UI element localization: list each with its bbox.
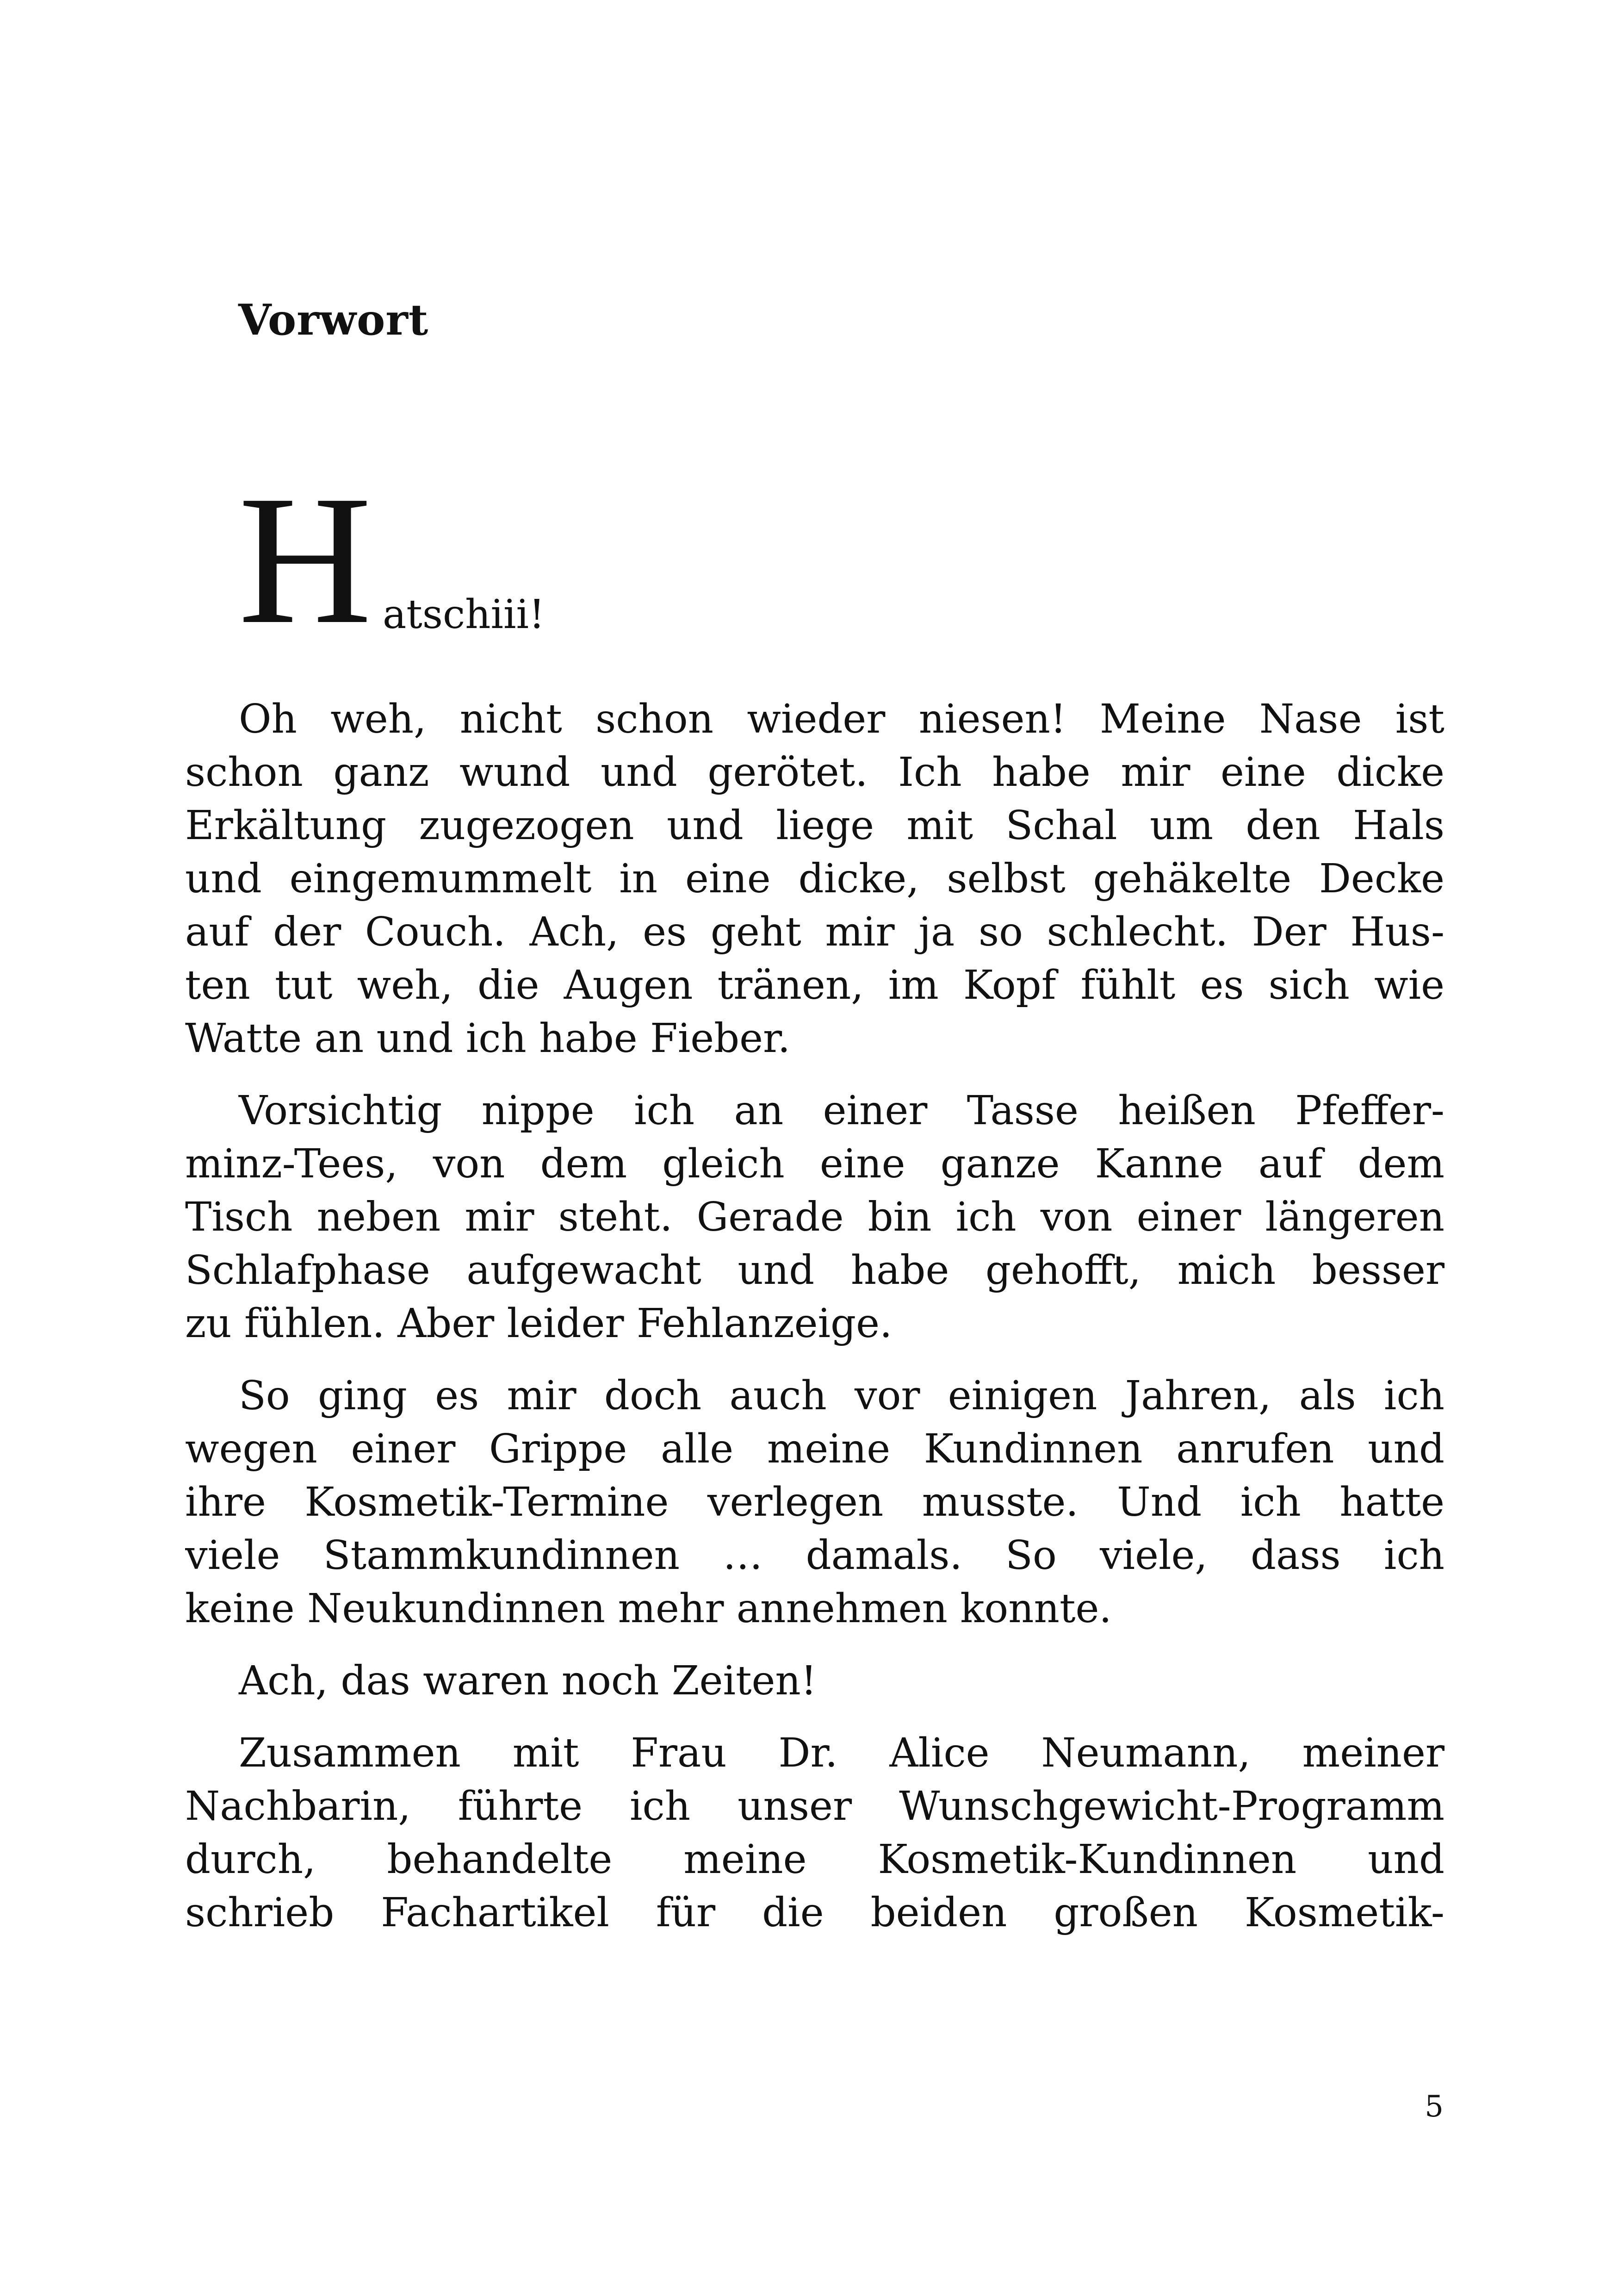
text-line: So ging es mir doch auch vor einigen Jahren, als ich <box>239 1373 1444 1419</box>
paragraph <box>185 1369 1444 1636</box>
text-line: schon ganz wund und gerötet. Ich habe mir eine dicke <box>185 749 1444 796</box>
text-line: Vorsichtig nippe ich an einer Tasse heißen Pfeffer- <box>239 1088 1444 1134</box>
chapter-opener <box>238 457 979 662</box>
body-text <box>185 693 1444 1959</box>
text-line: zu fühlen. Aber leider Fehlanzeige. <box>185 1300 893 1347</box>
text-line: Ach, das waren noch Zeiten! <box>239 1658 817 1704</box>
paragraph <box>185 1084 1444 1350</box>
text-line: viele Stammkundinnen … damals. So viele, dass ich <box>185 1532 1444 1579</box>
page-number: 5 <box>1425 2090 1444 2124</box>
paragraph <box>185 693 1444 1065</box>
text-line: ihre Kosmetik-Termine verlegen musste. Und ich hatte <box>185 1479 1444 1525</box>
text-line: keine Neukundinnen mehr annehmen konnte. <box>185 1586 1112 1632</box>
drop-cap-letter: H <box>238 457 372 662</box>
text-line: auf der Couch. Ach, es geht mir ja so schlecht. Der Hus- <box>185 909 1444 955</box>
text-line: durch, behandelte meine Kosmetik-Kundinnen und <box>185 1836 1444 1883</box>
text-line: Oh weh, nicht schon wieder niesen! Meine Nase ist <box>239 696 1444 742</box>
text-line: Erkältung zugezogen und liege mit Schal um den Hals <box>185 803 1444 849</box>
text-line: schrieb Fachartikel für die beiden großen Kosmetik- <box>185 1890 1444 1936</box>
opener-exclamation: atschiii! <box>383 591 545 638</box>
text-line: ten tut weh, die Augen tränen, im Kopf fühlt es sich wie <box>185 962 1444 1008</box>
text-line: minz-Tees, von dem gleich eine ganze Kanne auf dem <box>185 1141 1444 1187</box>
text-line: Nachbarin, führte ich unser Wunschgewicht-Programm <box>185 1783 1444 1829</box>
text-line: und eingemummelt in eine dicke, selbst gehäkelte Decke <box>185 856 1444 902</box>
chapter-heading: Vorwort <box>238 295 429 345</box>
text-line: Tisch neben mir steht. Gerade bin ich von einer längeren <box>185 1194 1444 1240</box>
text-line: Schlafphase aufgewacht und habe gehofft, mich besser <box>185 1247 1444 1294</box>
text-line: wegen einer Grippe alle meine Kundinnen anrufen und <box>185 1426 1444 1472</box>
paragraph <box>185 1727 1444 1940</box>
text-line: Zusammen mit Frau Dr. Alice Neumann, meiner <box>239 1730 1444 1776</box>
paragraph <box>185 1655 1444 1708</box>
text-line: Watte an und ich habe Fieber. <box>185 1015 791 1062</box>
